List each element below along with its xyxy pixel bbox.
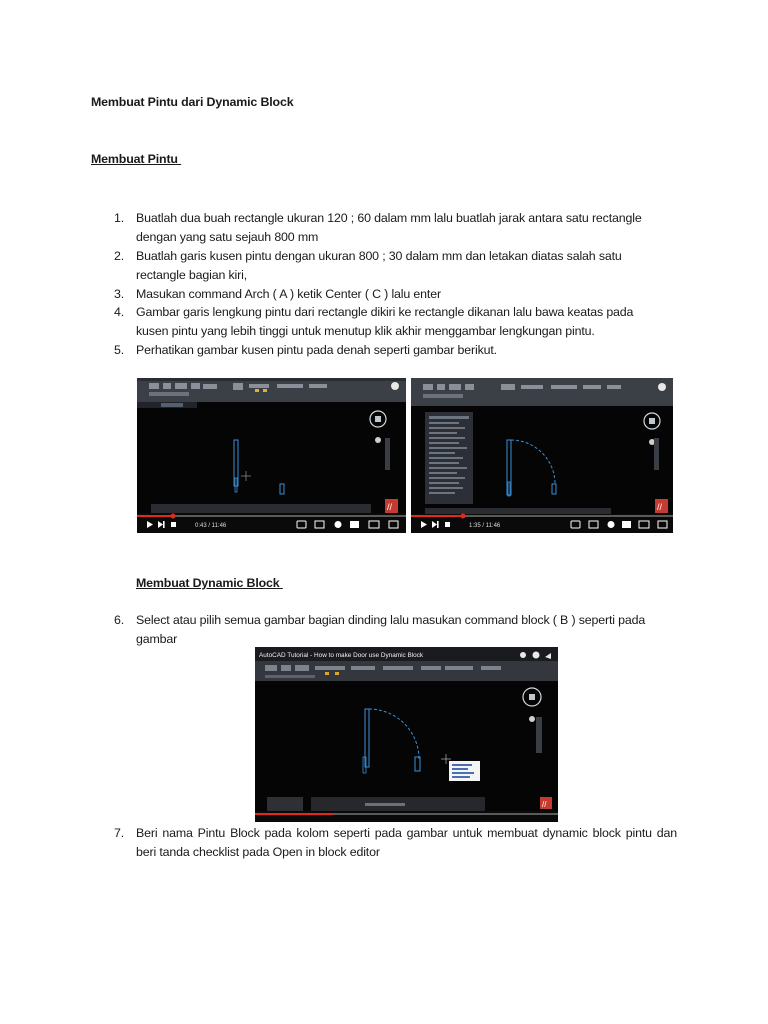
list-item-number: 7.	[114, 826, 125, 840]
section-heading-membuat-pintu: Membuat Pintu	[91, 152, 182, 166]
section-heading-membuat-dynamic-block: Membuat Dynamic Block	[136, 576, 283, 590]
list-item-text: Buatlah dua buah rectangle ukuran 120 ; 60 dalam mm lalu buatlah jarak antara satu rectangle dengan yang satu sejauh 800 mm	[136, 211, 642, 244]
list-item-text: Masukan command Arch ( A ) ketik Center ( C ) lalu enter	[136, 287, 441, 301]
list-item-text: Buatlah garis kusen pintu dengan ukuran 800 ; 30 dalam mm dan letakan diatas salah satu rectangle bagian kiri,	[136, 249, 622, 282]
list-item-number: 4.	[114, 305, 125, 319]
svg-text://: //	[542, 800, 547, 809]
video-title: AutoCAD Tutorial - How to make Door use Dynamic Block	[259, 652, 424, 659]
list-item-number: 2.	[114, 249, 125, 263]
screenshot-door-arc	[411, 378, 673, 533]
svg-text://: //	[657, 502, 663, 512]
svg-text://: //	[387, 502, 393, 512]
list-item-number: 5.	[114, 343, 125, 357]
list-item-number: 1.	[114, 211, 125, 225]
list-item-text: Gambar garis lengkung pintu dari rectangle dikiri ke rectangle dikanan lalu bawa keatas pada kusen pintu yang lebih tinggi untuk menutup klik akhir menggambar lengkungan pintu.	[136, 305, 634, 338]
list-item-text: Select atau pilih semua gambar bagian dinding lalu masukan command block ( B ) seperti pada gambar	[136, 613, 646, 646]
video-time-label: 1:35 / 11:46	[469, 523, 501, 529]
list-item-number: 3.	[114, 287, 125, 301]
document-title: Membuat Pintu dari Dynamic Block	[91, 95, 294, 109]
screenshot-block-command	[255, 647, 558, 822]
list-item-text: Perhatikan gambar kusen pintu pada denah seperti gambar berikut.	[136, 343, 497, 357]
list-item-number: 6.	[114, 613, 125, 627]
list-item-text: Beri nama Pintu Block pada kolom seperti pada gambar untuk membuat dynamic block pintu dan beri tanda checklist pada Open in block editor	[136, 826, 677, 859]
screenshot-rectangles	[137, 378, 406, 533]
video-time-label: 0:43 / 11:46	[195, 523, 227, 529]
